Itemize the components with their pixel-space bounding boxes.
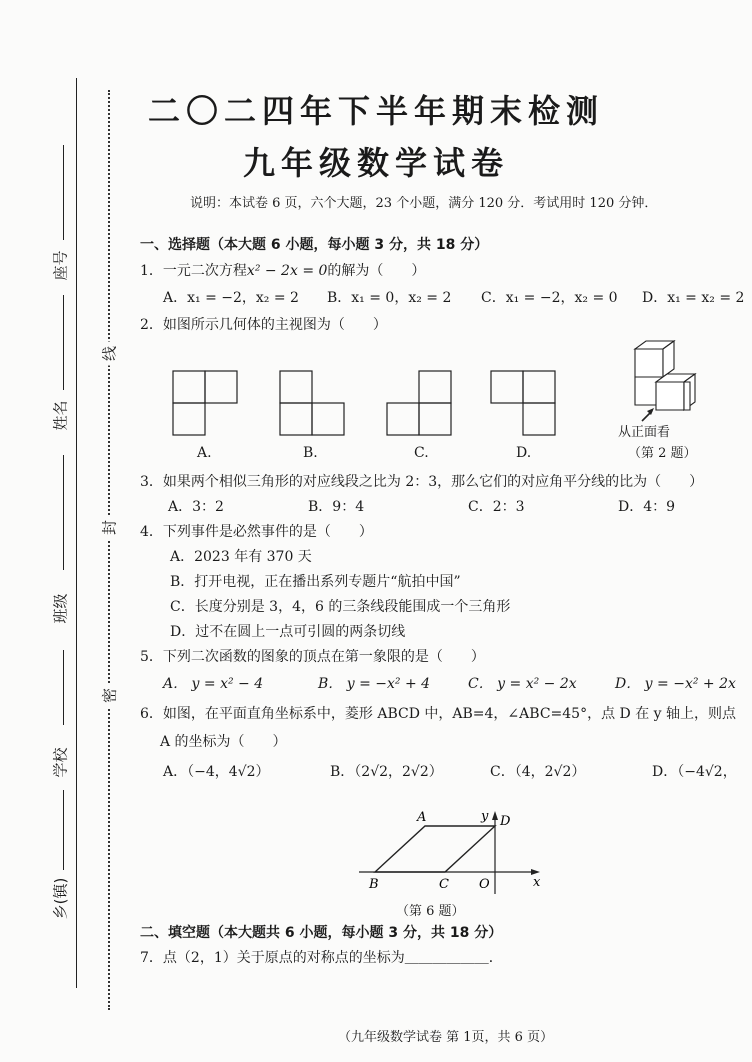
q2-figure-a: [173, 371, 237, 435]
q3-option-c[interactable]: C．2：3: [468, 499, 525, 515]
page-footer: （九年级数学试卷 第 1页，共 6 页）: [338, 1030, 554, 1045]
q4-option-a[interactable]: A．2023 年有 370 天: [170, 549, 312, 565]
field-label-seat: 座号: [51, 250, 70, 281]
q1-equation: x² − 2x = 0: [246, 263, 328, 279]
q5-option-d[interactable]: D． y = −x² + 2x: [615, 676, 736, 692]
q2-figure-d: [491, 371, 555, 435]
q1-option-d[interactable]: D．x₁ = x₂ = 2: [642, 290, 745, 306]
point-c-label: C: [439, 877, 449, 892]
field-label-name: 姓名: [51, 400, 70, 431]
q2-solid-figure: [618, 335, 718, 425]
q4-option-d[interactable]: D．过不在圆上一点可引圆的两条切线: [170, 624, 406, 640]
q5-stem: 5．下列二次函数的图象的顶点在第一象限的是（ ）: [140, 649, 485, 665]
q3-option-a[interactable]: A．3：2: [168, 499, 224, 515]
y-axis-arrow: [492, 811, 498, 820]
point-a-label: A: [417, 810, 427, 825]
q6-stem-line1: 6．如图，在平面直角坐标系中，菱形 ABCD 中，AB=4，∠ABC=45°，点 D 在 y 轴上，则点: [140, 706, 737, 722]
q6-option-a[interactable]: A．（−4，4√2）: [163, 764, 270, 780]
field-label-town: 乡(镇): [51, 877, 70, 920]
q2-stem: 2．如图所示几何体的主视图为（ ）: [140, 317, 387, 333]
seal-char-seal: 封: [99, 516, 120, 540]
exam-instructions: 说明：本试卷 6 页，六个大题，23 个小题，满分 120 分．考试用时 120 分钟．: [190, 196, 658, 211]
q2-option-b[interactable]: B.: [303, 445, 318, 461]
q4-option-c[interactable]: C．长度分别是 3，4，6 的三条线段能围成一个三角形: [170, 599, 511, 615]
y-axis-label: y: [481, 809, 489, 824]
q4-stem: 4．下列事件是必然事件的是（ ）: [140, 524, 373, 540]
section2-title: 二、填空题（本大题共 6 小题，每小题 3 分，共 18 分）: [140, 925, 503, 941]
q2-options-figures: [165, 365, 565, 440]
q5-option-c[interactable]: C． y = x² − 2x: [468, 676, 577, 692]
field-line-town[interactable]: [63, 790, 64, 870]
q6-figure: [355, 808, 555, 896]
q3-option-b[interactable]: B．9：4: [308, 499, 365, 515]
q2-view-label: 从正面看: [618, 425, 671, 440]
origin-label: O: [479, 877, 490, 892]
field-label-class: 班级: [51, 593, 70, 624]
field-line-name[interactable]: [63, 295, 64, 390]
q1-pre: 一元二次方程: [162, 263, 247, 279]
point-b-label: B: [369, 877, 379, 892]
q6-caption: （第 6 题）: [396, 904, 465, 919]
q2-option-d[interactable]: D.: [516, 445, 532, 461]
seal-char-line: 线: [99, 342, 120, 366]
binding-dotted-line: [108, 90, 110, 1010]
q1-option-a[interactable]: A．x₁ = −2，x₂ = 2: [163, 290, 299, 306]
q5-option-a[interactable]: A． y = x² − 4: [163, 676, 264, 692]
q6-option-b[interactable]: B．（2√2，2√2）: [330, 764, 443, 780]
q4-option-b[interactable]: B．打开电视，正在播出系列专题片“航拍中国”: [170, 574, 461, 590]
q2-figure-b: [280, 371, 344, 435]
seal-char-secret: 密: [99, 684, 120, 708]
q1-stem: [140, 260, 425, 280]
q1-option-c[interactable]: C．x₁ = −2，x₂ = 0: [481, 290, 618, 306]
q6-option-d[interactable]: D．（−4√2，: [652, 764, 737, 780]
field-line-class[interactable]: [63, 455, 64, 570]
rhombus-abcd: [375, 826, 495, 872]
q1-option-b[interactable]: B．x₁ = 0，x₂ = 2: [327, 290, 452, 306]
q2-option-c[interactable]: C.: [414, 445, 429, 461]
q6-stem-line2: A 的坐标为（ ）: [160, 734, 287, 750]
q3-stem: 3．如果两个相似三角形的对应线段之比为 2：3，那么它们的对应角平分线的比为（ ）: [140, 474, 704, 490]
q6-option-c[interactable]: C．（4，2√2）: [490, 764, 586, 780]
section1-title: 一、选择题（本大题 6 小题，每小题 3 分，共 18 分）: [140, 237, 489, 253]
q2-option-a[interactable]: A.: [197, 445, 212, 461]
point-d-label: D: [500, 814, 511, 829]
field-label-school: 学校: [51, 747, 70, 778]
exam-title: 二〇二四年下半年期末检测: [147, 92, 604, 130]
q2-caption: （第 2 题）: [628, 446, 697, 461]
binding-solid-line: [76, 78, 77, 988]
q5-option-b[interactable]: B． y = −x² + 4: [318, 676, 431, 692]
q3-option-d[interactable]: D．4：9: [618, 499, 676, 515]
x-axis-label: x: [533, 875, 541, 890]
field-line-school[interactable]: [63, 650, 64, 725]
q7-stem: 7．点（2，1）关于原点的对称点的坐标为＿＿＿＿＿＿．: [140, 950, 503, 966]
q1-post: 的解为（ ）: [327, 263, 426, 279]
q1-num: 1．: [140, 263, 163, 279]
q2-figure-c: [387, 371, 451, 435]
exam-subtitle: 九年级数学试卷: [242, 144, 509, 182]
